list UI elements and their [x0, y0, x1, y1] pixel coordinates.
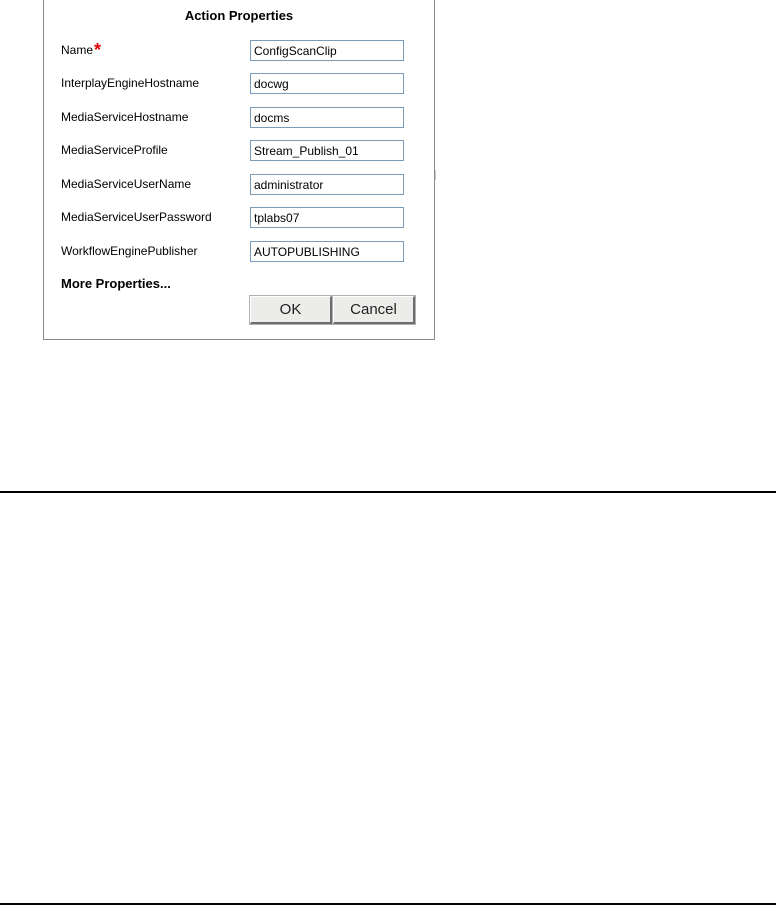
- media-service-profile-input[interactable]: [250, 140, 404, 161]
- required-star-icon: *: [94, 40, 102, 60]
- cancel-button[interactable]: Cancel: [333, 296, 415, 324]
- field-label-interplay-engine-hostname: InterplayEngineHostname: [61, 76, 200, 90]
- dialog-title: Action Properties: [184, 8, 294, 23]
- field-row-name: [61, 40, 406, 62]
- field-label-media-service-user-name: MediaServiceUserName: [61, 177, 192, 191]
- action-properties-dialog: [43, 0, 435, 340]
- more-properties-link[interactable]: More Properties...: [61, 276, 171, 291]
- media-service-user-name-input[interactable]: [250, 174, 404, 195]
- page-divider-top: [0, 491, 776, 493]
- field-row-media-service-user-password: [61, 207, 406, 229]
- interplay-engine-hostname-input[interactable]: [250, 73, 404, 94]
- field-row-media-service-hostname: [61, 107, 406, 129]
- field-label-media-service-hostname: MediaServiceHostname: [61, 110, 189, 124]
- ok-button[interactable]: OK: [250, 296, 332, 324]
- field-label-name: Name*: [61, 40, 102, 60]
- media-service-hostname-input[interactable]: [250, 107, 404, 128]
- name-input[interactable]: [250, 40, 404, 61]
- field-label-media-service-profile: MediaServiceProfile: [61, 143, 168, 157]
- field-row-interplay-engine-hostname: [61, 73, 406, 95]
- field-row-media-service-profile: [61, 140, 406, 162]
- field-row-media-service-user-name: [61, 174, 406, 196]
- workflow-engine-publisher-input[interactable]: [250, 241, 404, 262]
- edge-divider: [435, 170, 436, 180]
- media-service-user-password-input[interactable]: [250, 207, 404, 228]
- field-label-workflow-engine-publisher: WorkflowEnginePublisher: [61, 244, 198, 258]
- field-row-workflow-engine-publisher: [61, 241, 406, 263]
- field-label-media-service-user-password: MediaServiceUserPassword: [61, 210, 212, 224]
